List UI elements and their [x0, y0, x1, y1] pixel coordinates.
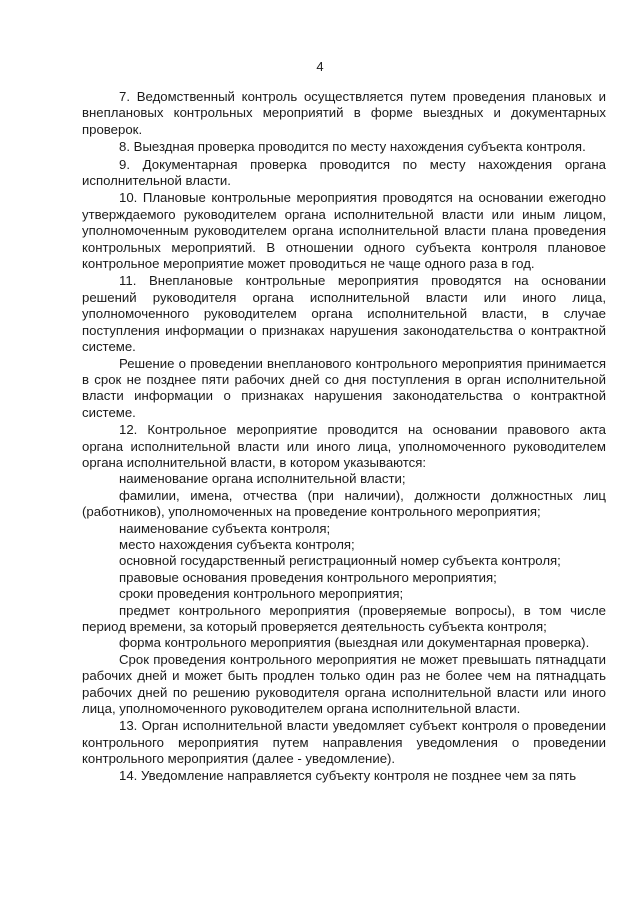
list-item-form: форма контрольного мероприятия (выездная или документарная проверка).: [119, 635, 590, 651]
paragraph-9: 9. Документарная проверка проводится по месту нахождения органа исполнительной власти.: [82, 156, 606, 189]
paragraph-13: 13. Орган исполнительной власти уведомляет субъект контроля о проведении контрольного мероприятия путем направления уведомления о проведении контрольного мероприятия (далее - уведомление).: [82, 718, 606, 767]
list-item-subject-location: место нахождения субъекта контроля;: [119, 536, 355, 552]
list-item-subject-matter: предмет контрольного мероприятия (проверяемые вопросы), в том числе период времени, за который проверяется деятельность субъекта контроля;: [82, 602, 606, 634]
paragraph-12: 12. Контрольное мероприятие проводится на основании правового акта органа исполнительной власти или иного лица, уполномоченного руководителем органа исполнительной власти, в котором указываются:: [82, 422, 606, 470]
paragraph-decision: Решение о проведении внепланового контрольного мероприятия принимается в срок не позднее пяти рабочих дней со дня поступления в орган исполнительной власти информации о признаках нарушения законодательства о контрактной системе.: [82, 355, 606, 420]
paragraph-10: 10. Плановые контрольные мероприятия проводятся на основании ежегодно утверждаемого руководителем органа исполнительной власти или иным лицом, уполномоченным руководителем органа исполнительной власти плана проведения контрольных мероприятий. В отношении одного субъекта контроля плановое контрольное мероприятие может проводиться не чаще одного раза в год.: [82, 190, 606, 272]
paragraph-14: 14. Уведомление направляется субъекту контроля не позднее чем за пять: [119, 767, 577, 783]
list-item-authority-name: наименование органа исполнительной власти;: [119, 471, 406, 487]
list-item-subject-name: наименование субъекта контроля;: [119, 520, 331, 536]
paragraph-8: 8. Выездная проверка проводится по месту нахождения субъекта контроля.: [119, 139, 586, 155]
list-item-registration-number: основной государственный регистрационный номер субъекта контроля;: [119, 553, 561, 569]
paragraph-duration: Срок проведения контрольного мероприятия не может превышать пятнадцати рабочих дней и может быть продлен только один раз не более чем на пятнадцать рабочих дней по решению руководителя органа исполнительной власти или иного лица, уполномоченного руководителем органа исполнительной власти.: [82, 651, 606, 717]
list-item-officials: фамилии, имена, отчества (при наличии), должности должностных лиц (работников), уполномоченных на проведение контрольного мероприятия;: [82, 487, 606, 520]
list-item-terms: сроки проведения контрольного мероприятия;: [119, 586, 404, 602]
document-body: [82, 89, 606, 784]
list-item-legal-grounds: правовые основания проведения контрольного мероприятия;: [119, 569, 497, 585]
paragraph-11: 11. Внеплановые контрольные мероприятия проводятся на основании решений руководителя органа исполнительной власти или иного лица, уполномоченного руководителем органа исполнительной власти, в случае поступления информации о признаках нарушения законодательства о контрактной системе.: [82, 273, 606, 355]
paragraph-7: 7. Ведомственный контроль осуществляется путем проведения плановых и внеплановых контрольных мероприятий в форме выездных и документарных проверок.: [82, 89, 606, 137]
page-number: 4: [316, 59, 324, 74]
